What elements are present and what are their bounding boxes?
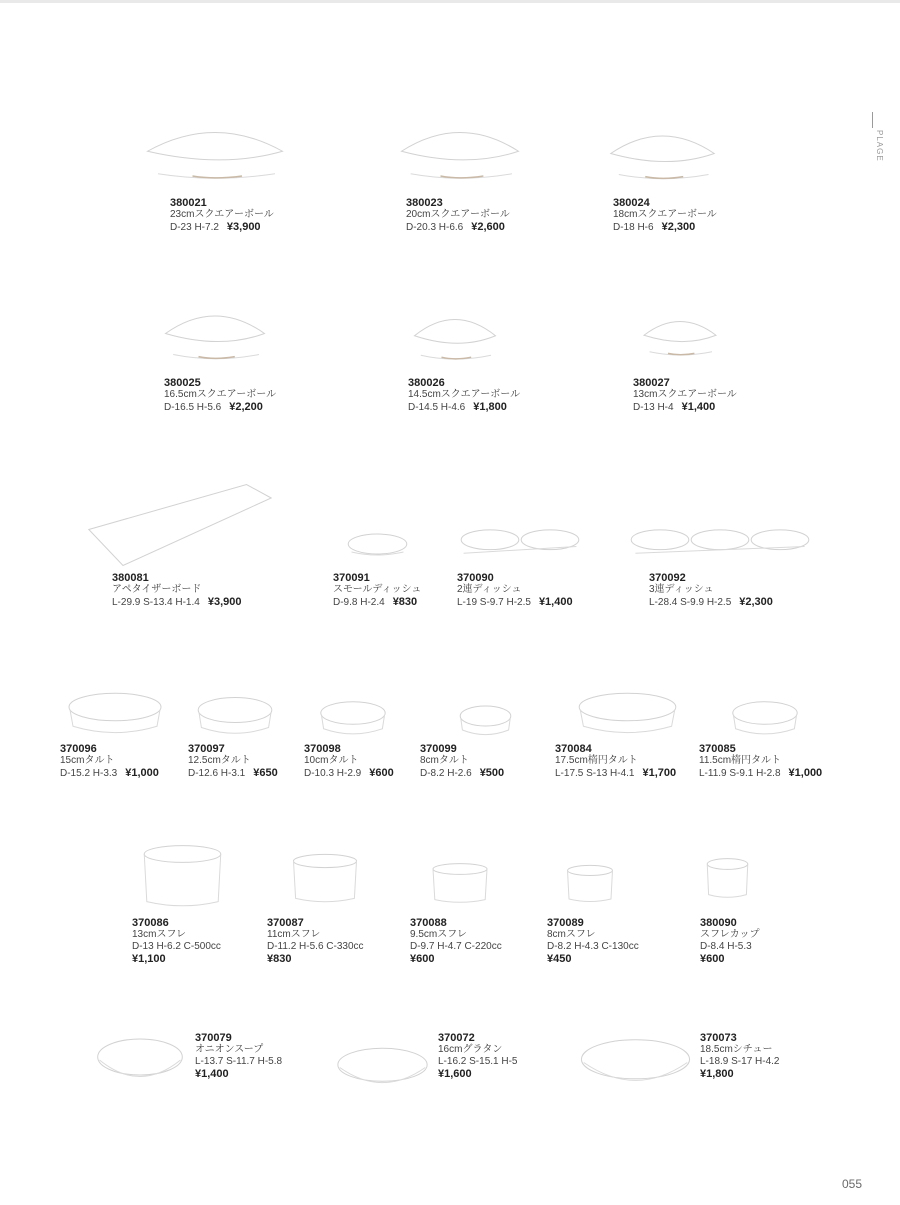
product-name: 8cmタルト xyxy=(420,755,469,766)
product-code: 370084 xyxy=(555,743,592,755)
spec-line xyxy=(333,596,421,609)
product-image xyxy=(65,685,165,745)
product-code: 370088 xyxy=(410,917,447,929)
product-info xyxy=(547,917,639,965)
product-spec: D-23 H-7.2 xyxy=(170,222,219,233)
product-spec: D-9.8 H-2.4 xyxy=(333,597,385,608)
product-price: ¥2,200 xyxy=(229,401,263,413)
product-price: ¥830 xyxy=(267,953,292,965)
product-info xyxy=(195,1032,282,1080)
product-price: ¥1,700 xyxy=(642,767,677,779)
product-price: ¥2,600 xyxy=(471,221,505,233)
product-name: 13cmスクエアーボール xyxy=(633,389,737,400)
product-price: ¥2,300 xyxy=(661,221,696,233)
spec-line xyxy=(633,401,737,414)
spec-line xyxy=(457,596,573,609)
product-spec: L-18.9 S-17 H-4.2 xyxy=(700,1056,780,1067)
product-price: ¥600 xyxy=(369,767,394,779)
product-image xyxy=(345,520,410,565)
product-info xyxy=(112,572,241,609)
product-name: 16cmグラタン xyxy=(438,1044,503,1055)
product-image xyxy=(410,300,500,370)
product-price: ¥1,800 xyxy=(473,401,507,413)
product-spec: L-13.7 S-11.7 H-5.8 xyxy=(195,1056,283,1067)
product-price: ¥1,000 xyxy=(125,767,159,779)
product-info xyxy=(304,743,394,780)
product-name: 17.5cm楕円タルト xyxy=(555,755,638,766)
product-name: 3連ディッシュ xyxy=(649,584,714,595)
section-tab xyxy=(872,112,882,162)
product-price: ¥3,900 xyxy=(226,221,261,233)
product-code: 370099 xyxy=(420,743,457,755)
product-code: 370073 xyxy=(700,1032,737,1044)
product-image xyxy=(140,840,225,915)
spec-line xyxy=(699,767,822,780)
product-code: 380025 xyxy=(164,377,201,389)
product-spec: D-11.2 H-5.6 C-330cc xyxy=(267,941,364,952)
product-image xyxy=(458,700,513,745)
product-price: ¥450 xyxy=(547,953,572,965)
spec-line xyxy=(164,401,276,414)
spec-line xyxy=(60,767,159,780)
product-image xyxy=(730,695,800,745)
top-rule xyxy=(0,0,900,3)
product-code: 370079 xyxy=(195,1032,232,1044)
product-name: 12.5cmタルト xyxy=(188,755,251,766)
product-code: 380027 xyxy=(633,377,670,389)
product-image xyxy=(335,1040,430,1100)
product-info xyxy=(410,917,502,965)
product-spec: D-20.3 H-6.6 xyxy=(406,222,464,233)
spec-line xyxy=(112,596,241,609)
product-info xyxy=(700,917,760,965)
section-label: PLAGE xyxy=(875,130,884,162)
product-name: 13cmスフレ xyxy=(132,929,187,940)
product-name: オニオンスープ xyxy=(195,1044,264,1055)
product-info xyxy=(333,572,421,609)
product-price: ¥600 xyxy=(410,953,435,965)
spec-line xyxy=(420,767,504,780)
product-name: 11cmスフレ xyxy=(267,929,321,940)
product-image xyxy=(95,1030,185,1095)
product-spec: L-19 S-9.7 H-2.5 xyxy=(457,597,531,608)
product-spec: L-29.9 S-13.4 H-1.4 xyxy=(112,597,200,608)
product-name: アペタイザーボード xyxy=(112,584,202,595)
product-info xyxy=(613,197,717,234)
product-code: 370096 xyxy=(60,743,97,755)
product-price: ¥1,600 xyxy=(438,1068,472,1080)
product-image xyxy=(195,690,275,745)
product-spec: D-15.2 H-3.3 xyxy=(60,768,118,779)
product-info xyxy=(555,743,676,780)
product-code: 370072 xyxy=(438,1032,475,1044)
product-spec: D-12.6 H-3.1 xyxy=(188,768,246,779)
spec-line xyxy=(406,221,510,234)
product-name: 16.5cmスクエアーボール xyxy=(164,389,277,400)
product-name: 15cmタルト xyxy=(60,755,115,766)
product-spec: L-16.2 S-15.1 H-5 xyxy=(438,1056,518,1067)
product-code: 370098 xyxy=(304,743,341,755)
product-image xyxy=(318,695,388,745)
spec-line xyxy=(408,401,520,414)
product-info xyxy=(699,743,822,780)
product-code: 370089 xyxy=(547,917,584,929)
product-price: ¥650 xyxy=(253,767,278,779)
product-info xyxy=(633,377,737,414)
product-code: 370087 xyxy=(267,917,304,929)
product-image xyxy=(565,862,615,909)
product-image xyxy=(605,115,720,190)
product-code: 380024 xyxy=(613,197,650,209)
product-code: 380026 xyxy=(408,377,445,389)
product-name: スモールディッシュ xyxy=(333,584,422,595)
product-price: ¥1,400 xyxy=(681,401,716,413)
product-spec: D-9.7 H-4.7 C-220cc xyxy=(410,941,502,952)
product-name: 18cmスクエアーボール xyxy=(613,209,717,220)
product-price: ¥1,800 xyxy=(700,1068,734,1080)
product-image xyxy=(460,515,580,565)
product-info xyxy=(406,197,510,234)
product-spec: D-13 H-4 xyxy=(633,402,674,413)
product-info xyxy=(164,377,276,414)
spec-line xyxy=(304,767,394,780)
product-name: 23cmスクエアーボール xyxy=(170,209,274,220)
product-info xyxy=(267,917,364,965)
product-name: 20cmスクエアーボール xyxy=(406,209,510,220)
product-spec: L-11.9 S-9.1 H-2.8 xyxy=(699,768,781,779)
product-info xyxy=(649,572,773,609)
page-number: 055 xyxy=(842,1177,863,1191)
product-code: 370091 xyxy=(333,572,370,584)
product-image xyxy=(640,305,720,365)
product-name: 2連ディッシュ xyxy=(457,584,522,595)
product-code: 370090 xyxy=(457,572,494,584)
spec-line xyxy=(649,596,773,609)
product-name: 14.5cmスクエアーボール xyxy=(408,389,521,400)
product-image xyxy=(575,685,680,745)
product-image xyxy=(430,860,490,910)
product-info xyxy=(132,917,221,965)
product-image xyxy=(578,1030,693,1100)
product-price: ¥600 xyxy=(700,953,725,965)
product-spec: D-13 H-6.2 C-500cc xyxy=(132,941,221,952)
product-image xyxy=(705,855,750,905)
product-code: 380090 xyxy=(700,917,737,929)
product-image xyxy=(630,515,810,565)
product-spec: D-14.5 H-4.6 xyxy=(408,402,466,413)
product-price: ¥3,900 xyxy=(207,596,242,608)
product-code: 370092 xyxy=(649,572,686,584)
product-spec: D-16.5 H-5.6 xyxy=(164,402,222,413)
product-spec: D-8.2 H-4.3 C-130cc xyxy=(547,941,639,952)
product-code: 380081 xyxy=(112,572,149,584)
product-info xyxy=(60,743,159,780)
product-code: 380021 xyxy=(170,197,207,209)
product-spec: L-28.4 S-9.9 H-2.5 xyxy=(649,597,732,608)
product-price: ¥1,100 xyxy=(132,953,166,965)
product-code: 370086 xyxy=(132,917,169,929)
product-info xyxy=(170,197,274,234)
product-spec: D-10.3 H-2.9 xyxy=(304,768,362,779)
spec-line xyxy=(170,221,274,234)
product-price: ¥1,400 xyxy=(538,596,573,608)
product-info xyxy=(700,1032,780,1080)
product-image xyxy=(140,110,290,190)
product-spec: L-17.5 S-13 H-4.1 xyxy=(555,768,635,779)
product-name: 18.5cmシチュー xyxy=(700,1044,773,1055)
product-name: 8cmスフレ xyxy=(547,929,596,940)
product-spec: D-8.2 H-2.6 xyxy=(420,768,472,779)
product-name: 11.5cm楕円タルト xyxy=(699,755,782,766)
product-price: ¥1,000 xyxy=(788,767,823,779)
spec-line xyxy=(555,767,676,780)
spec-line xyxy=(188,767,278,780)
product-image xyxy=(290,850,360,910)
product-info xyxy=(457,572,573,609)
product-image xyxy=(85,480,275,575)
product-info xyxy=(438,1032,518,1080)
product-spec: D-18 H-6 xyxy=(613,222,654,233)
product-image xyxy=(395,110,525,190)
section-tab-bar xyxy=(872,112,873,128)
product-info xyxy=(408,377,520,414)
product-image xyxy=(160,295,270,370)
product-code: 370097 xyxy=(188,743,225,755)
product-price: ¥500 xyxy=(479,767,505,779)
product-name: 10cmタルト xyxy=(304,755,359,766)
spec-line xyxy=(613,221,717,234)
product-price: ¥2,300 xyxy=(739,596,773,608)
product-info xyxy=(188,743,278,780)
product-spec: D-8.4 H-5.3 xyxy=(700,941,752,952)
product-price: ¥1,400 xyxy=(195,1068,229,1080)
product-info xyxy=(420,743,504,780)
product-code: 380023 xyxy=(406,197,443,209)
product-code: 370085 xyxy=(699,743,736,755)
product-name: 9.5cmスフレ xyxy=(410,929,467,940)
product-name: スフレカップ xyxy=(700,929,760,940)
product-price: ¥830 xyxy=(392,596,418,608)
